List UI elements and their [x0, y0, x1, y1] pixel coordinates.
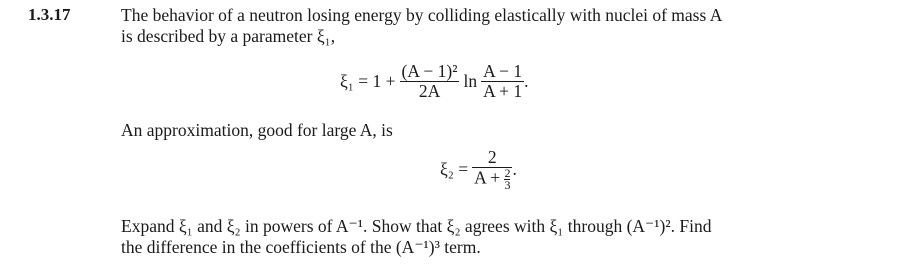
eq2-end: .	[512, 159, 517, 179]
eq2-fraction	[472, 148, 512, 191]
intro-line-1: The behavior of a neutron losing energy by colliding elastically with nuclei of mass A	[121, 5, 723, 25]
eq1-end: .	[524, 71, 529, 91]
approximation-text: An approximation, good for large A, is	[121, 120, 393, 140]
eq2-den-prefix: A +	[474, 167, 501, 188]
eq2-small-den: 3	[504, 178, 511, 192]
equation-xi2	[440, 148, 517, 191]
eq2-denominator	[472, 168, 512, 191]
eq2-small-num: 2	[504, 166, 511, 180]
task-line-1: Expand ξ₁ and ξ₂ in powers of A⁻¹. Show that ξ₂ agrees with ξ₁ through (A⁻¹)². Find	[121, 216, 712, 236]
problem-number: 1.3.17	[28, 5, 71, 24]
eq1-fraction-1	[400, 62, 460, 101]
eq1-frac2-numerator: A − 1	[483, 61, 523, 81]
intro-line-2: is described by a parameter ξ₁,	[121, 26, 336, 46]
eq2-numerator: 2	[487, 147, 497, 167]
eq1-frac1-denominator: 2A	[418, 81, 441, 101]
eq1-frac2-denominator: A + 1	[483, 81, 523, 101]
eq2-small-fraction	[504, 168, 510, 191]
equation-xi1	[340, 62, 529, 101]
eq1-lhs: ξ₁ = 1 +	[340, 71, 396, 91]
task-line-2: the difference in the coefficients of the (A⁻¹)³ term.	[121, 237, 481, 257]
eq1-frac1-numerator: (A − 1)²	[401, 61, 458, 81]
eq1-ln: ln	[463, 71, 478, 91]
eq1-fraction-2	[481, 62, 524, 101]
eq2-lhs: ξ₂ =	[440, 159, 469, 179]
